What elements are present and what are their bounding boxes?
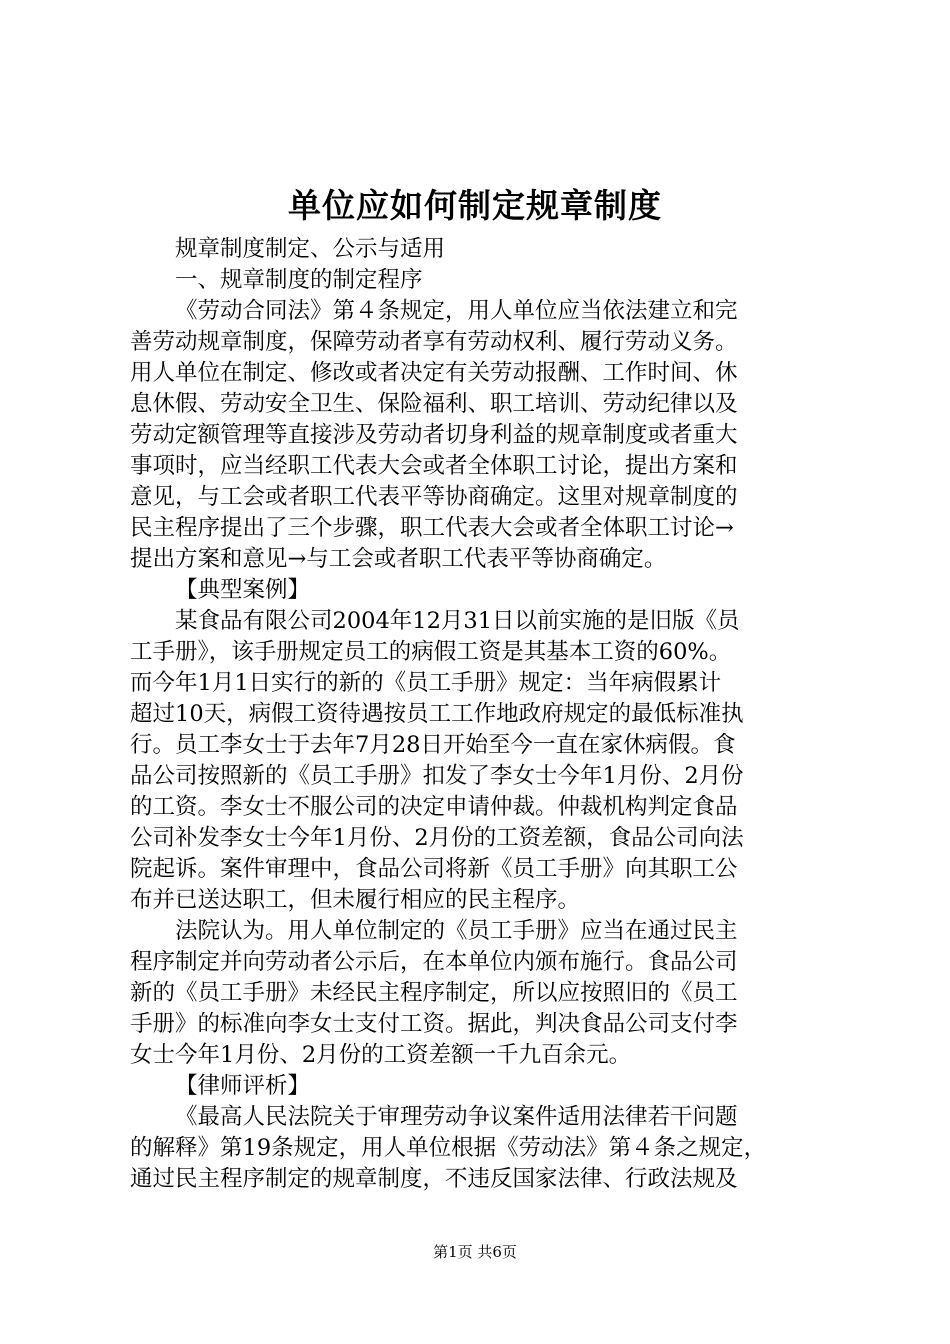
page-footer: 第1页 共6页 <box>433 1243 517 1261</box>
text-line: 规章制度制定、公示与适用 <box>175 236 446 262</box>
text-line: 一、规章制度的制定程序 <box>175 267 423 293</box>
text-line: 法院认为。用人单位制定的《员工手册》应当在通过民主 <box>175 918 738 944</box>
text-line: 用人单位在制定、修改或者决定有关劳动报酬、工作时间、休 <box>130 360 738 386</box>
text-line: 行。员工李女士于去年7月28日开始至今一直在家休病假。食 <box>130 732 736 758</box>
text-line: 善劳动规章制度，保障劳动者享有劳动权利、履行劳动义务。 <box>130 329 738 355</box>
text-line: 的工资。李女士不服公司的决定申请仲裁。仲裁机构判定食品 <box>130 794 738 820</box>
text-line: 程序制定并向劳动者公示后，在本单位内颁布施行。食品公司 <box>130 949 738 975</box>
text-line: 事项时，应当经职工代表大会或者全体职工讨论，提出方案和 <box>130 453 738 479</box>
text-line: 女士今年1月份、2月份的工资差额一千九百余元。 <box>130 1042 632 1068</box>
text-line: 通过民主程序制定的规章制度，不违反国家法律、行政法规及 <box>130 1166 738 1192</box>
text-line: 息休假、劳动安全卫生、保险福利、职工培训、劳动纪律以及 <box>130 391 738 417</box>
text-line: 民主程序提出了三个步骤，职工代表大会或者全体职工讨论→ <box>130 515 734 541</box>
text-line: 【律师评析】 <box>175 1073 311 1099</box>
text-line: 《最高人民法院关于审理劳动争议案件适用法律若干问题 <box>175 1104 738 1130</box>
text-line: 院起诉。案件审理中，食品公司将新《员工手册》向其职工公 <box>130 856 738 882</box>
document-body <box>130 234 830 1195</box>
text-line: 的解释》第19条规定，用人单位根据《劳动法》第４条之规定， <box>130 1135 767 1161</box>
text-line: 提出方案和意见→与工会或者职工代表平等协商确定。 <box>130 546 667 572</box>
text-line: 公司补发李女士今年1月份、2月份的工资差额，食品公司向法 <box>130 825 744 851</box>
text-line: 布并已送达职工，但未履行相应的民主程序。 <box>130 887 581 913</box>
text-line: 而今年1月1日实行的新的《员工手册》规定：当年病假累计 <box>130 670 722 696</box>
text-line: 新的《员工手册》未经民主程序制定，所以应按照旧的《员工 <box>130 980 738 1006</box>
text-line: 某食品有限公司2004年12月31日以前实施的是旧版《员 <box>175 608 740 634</box>
text-line: 【典型案例】 <box>175 577 311 603</box>
text-line: 工手册》，该手册规定员工的病假工资是其基本工资的60%。 <box>130 639 732 665</box>
text-line: 劳动定额管理等直接涉及劳动者切身利益的规章制度或者重大 <box>130 422 738 448</box>
text-line: 意见，与工会或者职工代表平等协商确定。这里对规章制度的 <box>130 484 738 510</box>
text-line: 手册》的标准向李女士支付工资。据此，判决食品公司支付李 <box>130 1011 738 1037</box>
text-line: 《劳动合同法》第４条规定，用人单位应当依法建立和完 <box>175 298 738 324</box>
document-title: 单位应如何制定规章制度 <box>288 186 662 225</box>
text-line: 超过10天，病假工资待遇按员工工作地政府规定的最低标准执 <box>130 701 744 727</box>
text-line: 品公司按照新的《员工手册》扣发了李女士今年1月份、2月份 <box>130 763 744 789</box>
